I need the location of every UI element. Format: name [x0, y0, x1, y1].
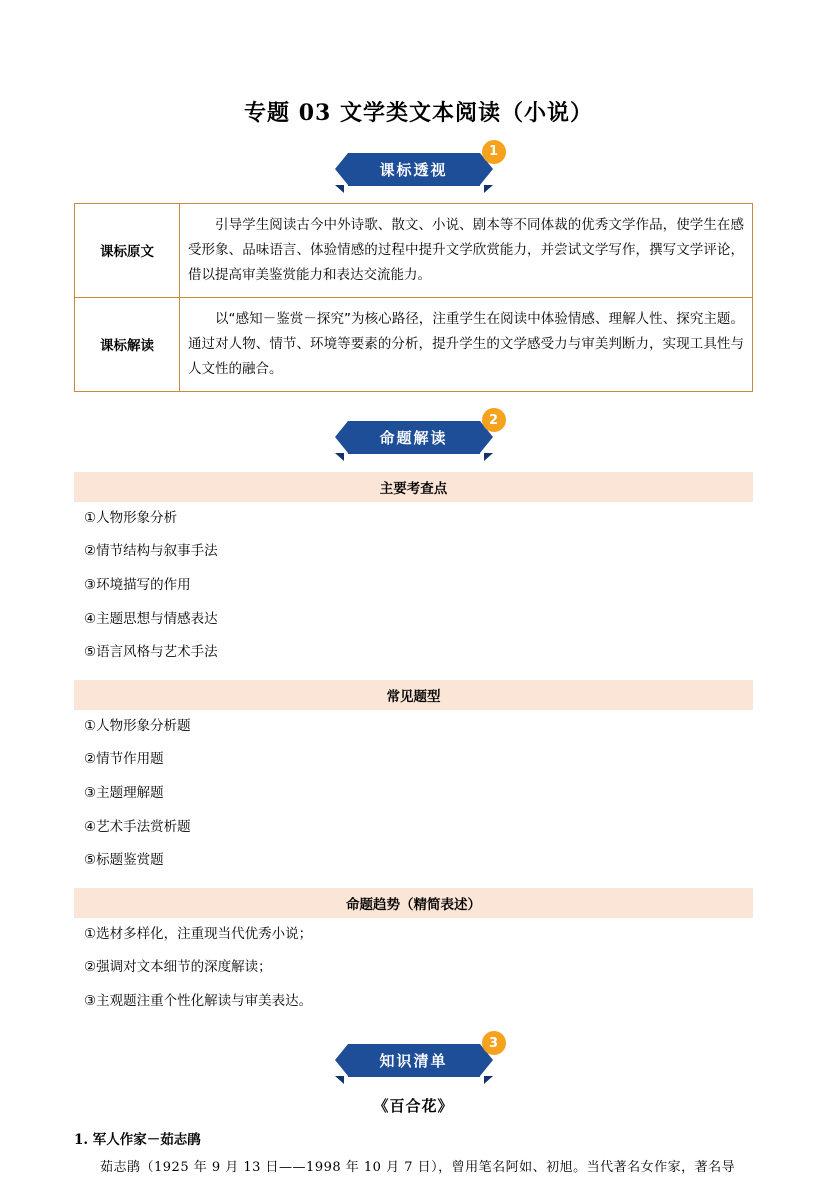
- ribbon-tail-right: [484, 185, 493, 193]
- banner-number-badge: 3: [482, 1031, 506, 1055]
- list-item: ④艺术手法赏析题: [84, 818, 191, 835]
- row-label: 课标解读: [75, 297, 180, 391]
- banner-label: 知识清单: [348, 1044, 480, 1077]
- ribbon-tail-left: [335, 1076, 344, 1084]
- list-item: ④主题思想与情感表达: [84, 610, 218, 627]
- row-label: 课标原文: [75, 204, 180, 298]
- banner-number-badge: 2: [482, 408, 506, 432]
- group-items-key-points: [74, 502, 753, 670]
- section-banner-knowledge-list: [74, 1035, 753, 1081]
- group-heading: 命题趋势（精简表述）: [74, 888, 753, 918]
- ribbon-tail-left: [335, 185, 344, 193]
- group-heading: 常见题型: [74, 680, 753, 710]
- subsection-heading: 1. 军人作家－茹志鹃: [74, 1131, 201, 1148]
- ribbon-tail-left: [335, 453, 344, 461]
- ribbon-tail-right: [484, 453, 493, 461]
- table-row: [75, 204, 753, 298]
- curriculum-table: [74, 203, 753, 392]
- body-paragraph: 茹志鹃（1925 年 9 月 13 日——1998 年 10 月 7 日），曾用笔名阿如、初旭。当代著名女作家，著名导: [100, 1159, 736, 1175]
- list-item: ①人物形象分析: [84, 509, 178, 526]
- section-banner-exam-analysis: [74, 412, 753, 458]
- section-banner-curriculum: [74, 144, 753, 189]
- group-items-trends: [74, 918, 753, 1019]
- list-item: ①人物形象分析题: [84, 717, 191, 734]
- list-item: ②强调对文本细节的深度解读；: [84, 959, 272, 976]
- row-text: 引导学生阅读古今中外诗歌、散文、小说、剧本等不同体裁的优秀文学作品，使学生在感受形象、品味语言、体验情感的过程中提升文学欣赏能力，并尝试文学写作，撰写文学评论，借以提高审美鉴赏能力和表达交流能力。: [180, 204, 753, 298]
- list-item: ③主观题注重个性化解读与审美表达。: [84, 992, 313, 1009]
- banner: [348, 1035, 499, 1077]
- table-row: [75, 297, 753, 391]
- banner-number-badge: 1: [482, 140, 506, 164]
- group-items-question-types: [74, 710, 753, 878]
- list-item: ③环境描写的作用: [84, 577, 191, 593]
- row-text: 以“感知－鉴赏－探究”为核心路径，注重学生在阅读中体验情感、理解人性、探究主题。通过对人物、情节、环境等要素的分析，提升学生的文学感受力与审美判断力，实现工具性与人文性的融合。: [180, 297, 753, 391]
- list-item: ①选材多样化，注重现当代优秀小说；: [84, 925, 313, 942]
- banner: [348, 144, 499, 186]
- banner-label: 课标透视: [348, 153, 480, 186]
- banner-label: 命题解读: [348, 421, 480, 454]
- page-title: 专题 03 文学类文本阅读（小说）: [244, 100, 593, 126]
- list-item: ③主题理解题: [84, 784, 164, 801]
- group-heading: 主要考查点: [74, 472, 753, 502]
- work-title: 《百合花》: [373, 1096, 454, 1115]
- list-item: ②情节作用题: [84, 751, 164, 768]
- ribbon-tail-right: [484, 1076, 493, 1084]
- list-item: ②情节结构与叙事手法: [84, 543, 218, 560]
- list-item: ⑤语言风格与艺术手法: [84, 644, 218, 661]
- list-item: ⑤标题鉴赏题: [84, 852, 164, 869]
- banner: [348, 412, 499, 454]
